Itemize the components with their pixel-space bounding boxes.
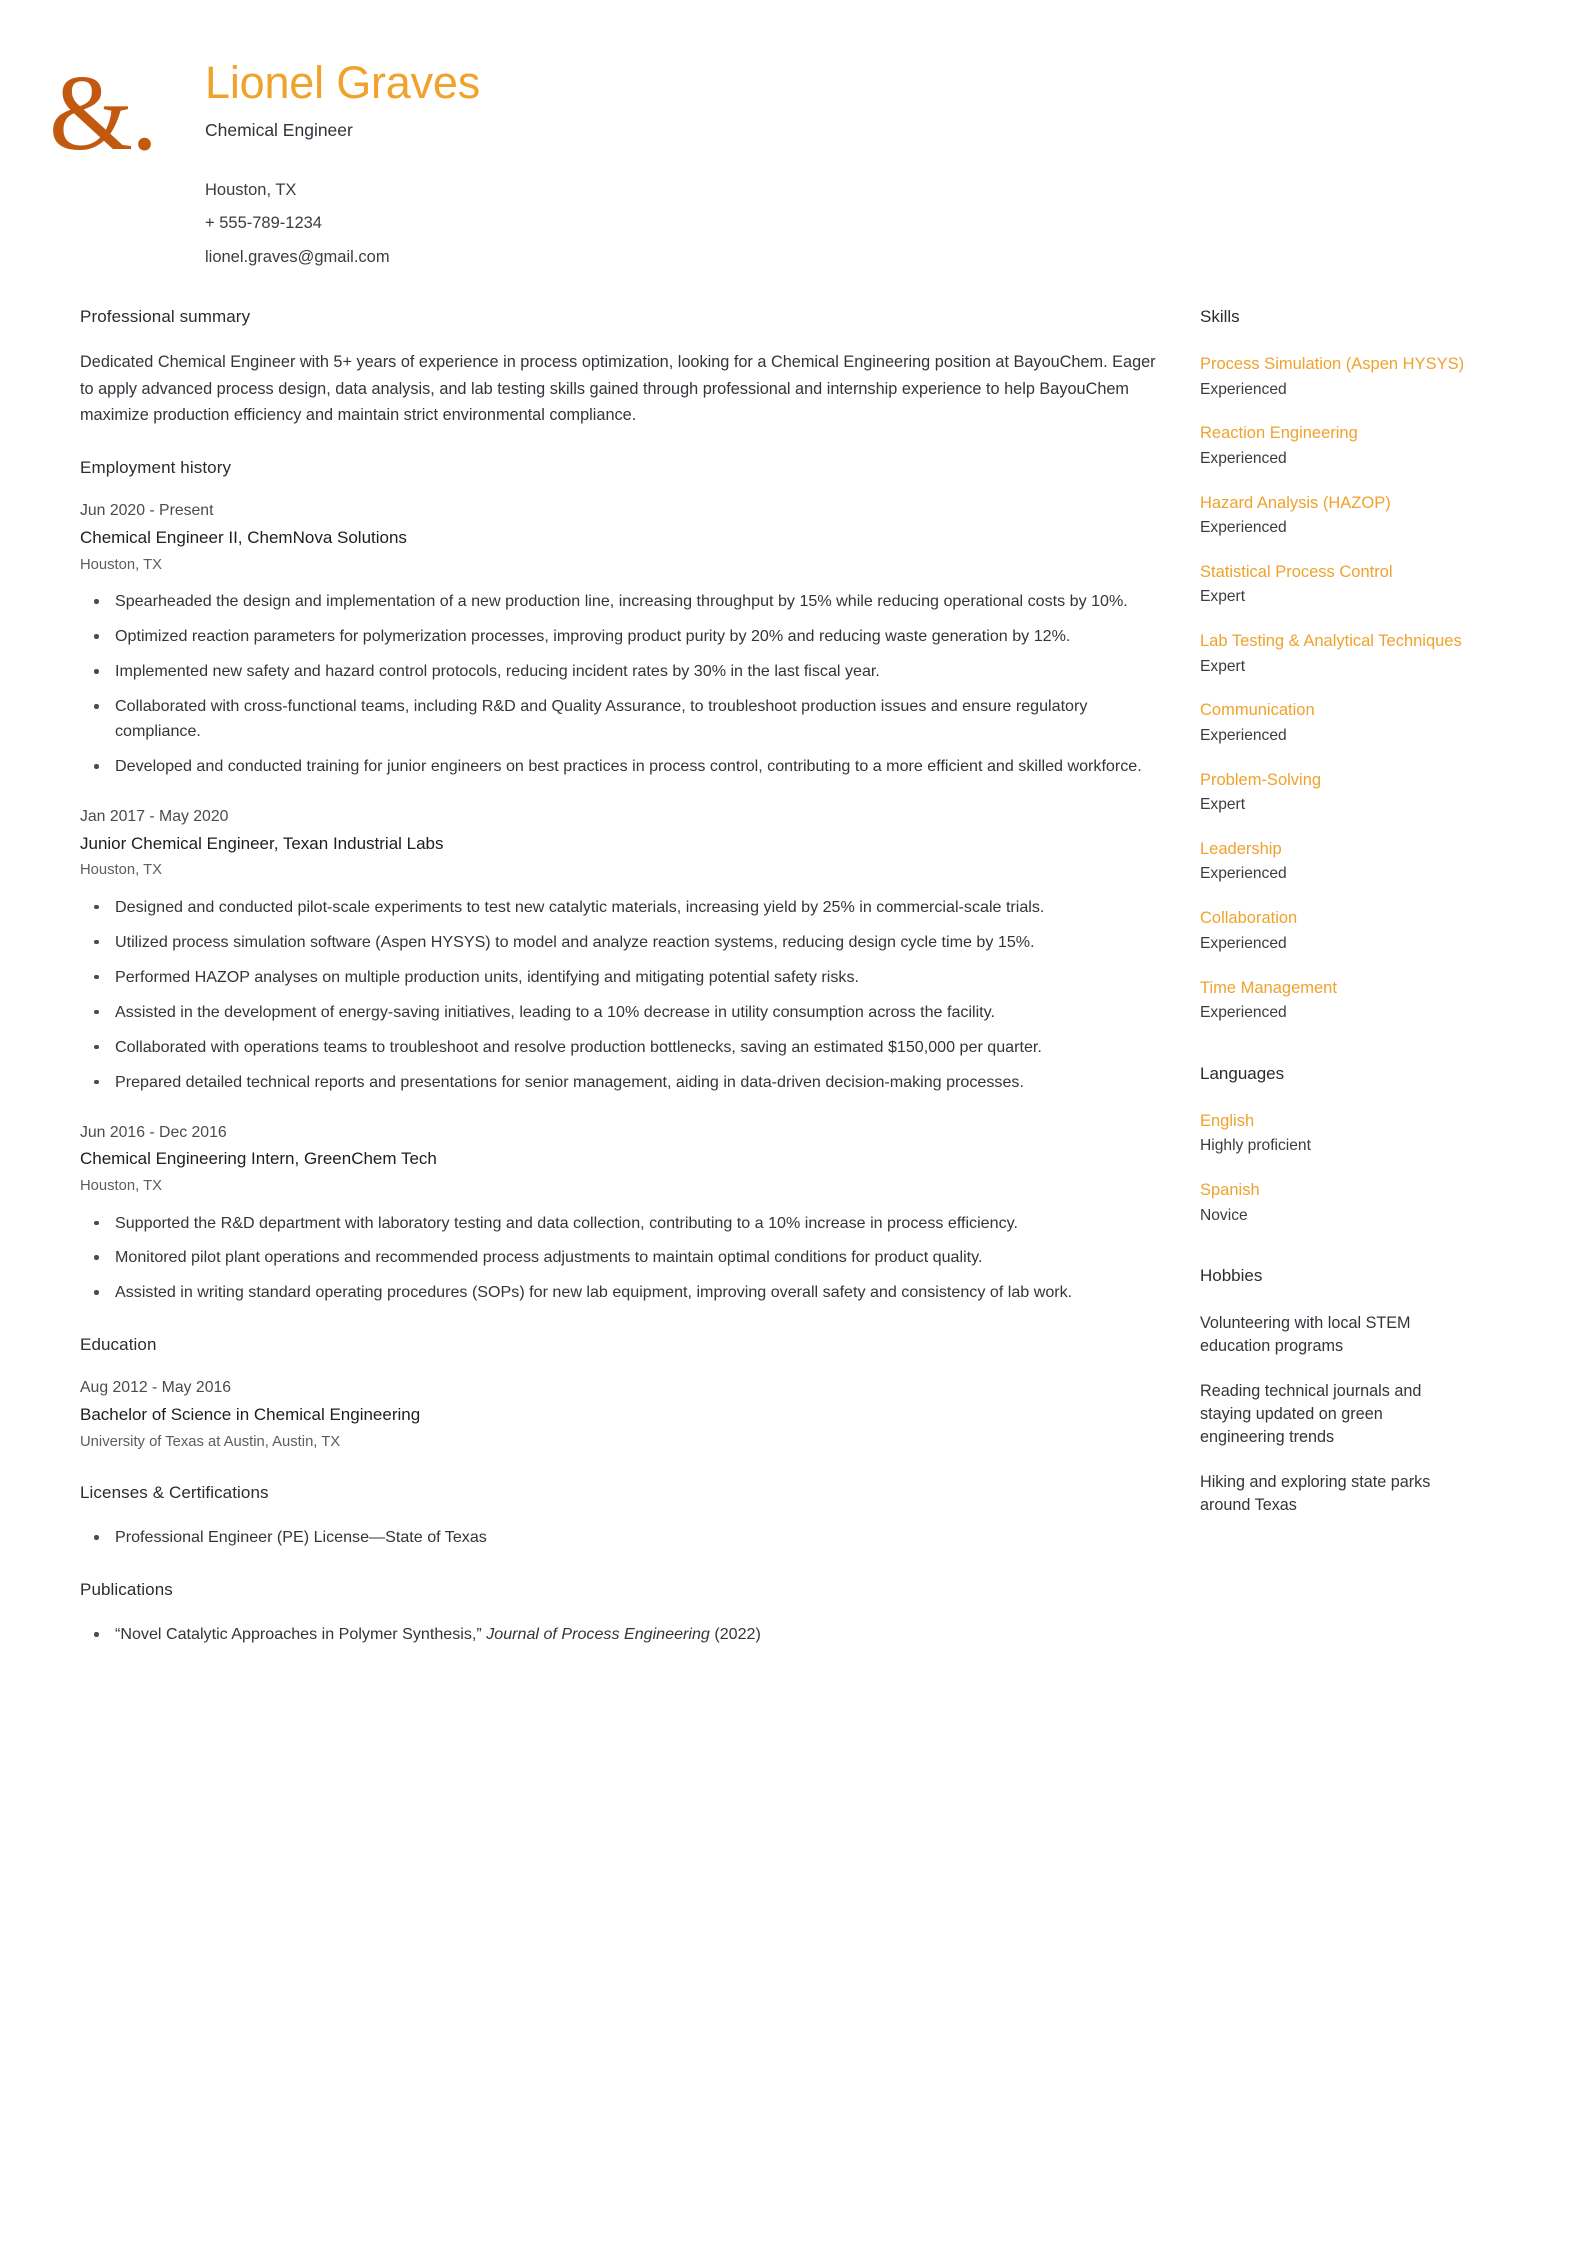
contact-list — [205, 179, 1588, 269]
job-entry — [80, 806, 1170, 1095]
skill-item — [1200, 907, 1528, 954]
logo-block — [0, 54, 205, 173]
job-location: Houston, TX — [80, 1178, 162, 1195]
skill-level: Experienced — [1200, 449, 1287, 467]
section-hobbies — [1200, 1266, 1528, 1517]
hobbies-heading: Hobbies — [1200, 1266, 1263, 1286]
skill-level: Experienced — [1200, 934, 1287, 952]
language-name: English — [1200, 1111, 1255, 1130]
job-bullet: Spearheaded the design and implementation of a new production line, increasing throughput by 15% while reducing operational costs by 10%. — [80, 589, 1170, 614]
job-entry — [80, 500, 1170, 779]
skill-item — [1200, 422, 1528, 469]
skill-item — [1200, 699, 1528, 746]
job-bullets — [80, 1211, 1170, 1306]
publication-title: “Novel Catalytic Approaches in Polymer Synthesis,” — [115, 1625, 487, 1644]
resume-body — [0, 279, 1588, 1677]
job-bullet: Optimized reaction parameters for polymerization processes, improving product purity by 20% and reducing waste generation by 12%. — [80, 624, 1170, 649]
resume-header — [0, 0, 1588, 279]
skill-name: Time Management — [1200, 978, 1337, 997]
skill-level: Experienced — [1200, 865, 1287, 883]
job-location: Houston, TX — [80, 556, 162, 573]
publication-year: (2022) — [709, 1625, 761, 1644]
education-heading: Education — [80, 1335, 157, 1355]
skill-level: Experienced — [1200, 726, 1287, 744]
licenses-list — [80, 1525, 1170, 1550]
job-dates: Jan 2017 - May 2020 — [80, 807, 229, 825]
hobby-item: Hiking and exploring state parks around Texas — [1200, 1473, 1431, 1515]
language-level: Novice — [1200, 1206, 1248, 1224]
skill-name: Problem-Solving — [1200, 770, 1322, 789]
candidate-job-title: Chemical Engineer — [205, 120, 353, 141]
education-dates: Aug 2012 - May 2016 — [80, 1379, 232, 1397]
summary-text: Dedicated Chemical Engineer with 5+ years of experience in process optimization, looking for a Chemical Engineering position at BayouChem. Eager to apply advanced process design, data analysis, and lab testing skills gained through professional and internship experience to help BayouChem maximize production efficiency and maintain strict environmental compliance. — [80, 353, 1156, 424]
skill-name: Communication — [1200, 701, 1315, 720]
job-bullet: Assisted in the development of energy-saving initiatives, leading to a 10% decrease in utility consumption across the facility. — [80, 1000, 1170, 1025]
job-bullet: Designed and conducted pilot-scale experiments to test new catalytic materials, increasing yield by 25% in commercial-scale trials. — [80, 895, 1170, 920]
section-skills — [1200, 307, 1528, 1024]
skill-item — [1200, 977, 1528, 1024]
languages-heading: Languages — [1200, 1063, 1285, 1083]
ampersand-logo-icon: &. — [48, 54, 156, 173]
skill-name: Reaction Engineering — [1200, 424, 1358, 443]
skill-level: Experienced — [1200, 1003, 1287, 1021]
contact-location: Houston, TX — [205, 180, 297, 199]
license-item: Professional Engineer (PE) License—State of Texas — [80, 1525, 1170, 1550]
job-bullet: Utilized process simulation software (Aspen HYSYS) to model and analyze reaction systems, reducing design cycle time by 15%. — [80, 930, 1170, 955]
job-bullet: Monitored pilot plant operations and recommended process adjustments to maintain optimal conditions for product quality. — [80, 1245, 1170, 1270]
section-education — [80, 1335, 1170, 1453]
language-level: Highly proficient — [1200, 1137, 1311, 1155]
job-role: Chemical Engineer II, ChemNova Solutions — [80, 528, 407, 548]
skills-heading: Skills — [1200, 307, 1240, 327]
education-school: University of Texas at Austin, Austin, TX — [80, 1433, 341, 1450]
job-bullet: Collaborated with operations teams to troubleshoot and resolve production bottlenecks, saving an estimated $150,000 per quarter. — [80, 1035, 1170, 1060]
job-location: Houston, TX — [80, 862, 162, 879]
job-bullet: Assisted in writing standard operating procedures (SOPs) for new lab equipment, improving overall safety and consistency of lab work. — [80, 1280, 1170, 1305]
job-bullet: Performed HAZOP analyses on multiple production units, identifying and mitigating potential safety risks. — [80, 965, 1170, 990]
skill-item — [1200, 561, 1528, 608]
education-entry — [80, 1377, 1170, 1453]
identity-block — [205, 58, 1588, 279]
candidate-name: Lionel Graves — [205, 57, 481, 108]
job-bullet: Collaborated with cross-functional teams, including R&D and Quality Assurance, to troubleshoot production issues and ensure regulatory compliance. — [80, 694, 1170, 744]
job-dates: Jun 2020 - Present — [80, 502, 214, 520]
skill-level: Expert — [1200, 657, 1246, 675]
skill-name: Statistical Process Control — [1200, 562, 1393, 581]
section-professional-summary — [80, 307, 1170, 428]
skill-name: Hazard Analysis (HAZOP) — [1200, 493, 1391, 512]
skill-item — [1200, 353, 1528, 400]
skill-level: Experienced — [1200, 380, 1287, 398]
job-role: Junior Chemical Engineer, Texan Industrial Labs — [80, 833, 444, 853]
section-licenses-certifications — [80, 1483, 1170, 1550]
job-bullet: Supported the R&D department with laboratory testing and data collection, contributing to a 10% increase in process efficiency. — [80, 1211, 1170, 1236]
job-bullet: Prepared detailed technical reports and presentations for senior management, aiding in data-driven decision-making processes. — [80, 1070, 1170, 1095]
section-publications — [80, 1580, 1170, 1647]
skill-item — [1200, 838, 1528, 885]
skill-level: Expert — [1200, 796, 1246, 814]
skill-item — [1200, 769, 1528, 816]
summary-heading: Professional summary — [80, 307, 251, 327]
contact-email: lionel.graves@gmail.com — [205, 247, 390, 266]
language-item — [1200, 1110, 1528, 1157]
publications-list — [80, 1622, 1170, 1647]
skill-name: Collaboration — [1200, 909, 1298, 928]
skill-item — [1200, 630, 1528, 677]
skill-level: Expert — [1200, 588, 1246, 606]
employment-heading: Employment history — [80, 458, 232, 478]
job-bullets — [80, 895, 1170, 1095]
language-item — [1200, 1179, 1528, 1226]
job-bullet: Developed and conducted training for junior engineers on best practices in process control, contributing to a more efficient and skilled workforce. — [80, 754, 1170, 779]
sidebar-column — [1200, 307, 1588, 1557]
job-dates: Jun 2016 - Dec 2016 — [80, 1123, 227, 1141]
section-employment-history — [80, 458, 1170, 1305]
main-column — [0, 307, 1200, 1677]
skill-level: Experienced — [1200, 519, 1287, 537]
skill-name: Leadership — [1200, 840, 1282, 859]
licenses-heading: Licenses & Certifications — [80, 1483, 269, 1503]
publication-item — [80, 1622, 1170, 1647]
job-role: Chemical Engineering Intern, GreenChem Tech — [80, 1149, 437, 1169]
skill-name: Lab Testing & Analytical Techniques — [1200, 632, 1462, 651]
publications-heading: Publications — [80, 1580, 173, 1600]
education-degree: Bachelor of Science in Chemical Engineering — [80, 1405, 421, 1425]
skill-name: Process Simulation (Aspen HYSYS) — [1200, 355, 1465, 374]
skill-item — [1200, 492, 1528, 539]
section-languages — [1200, 1064, 1528, 1227]
job-bullet: Implemented new safety and hazard control protocols, reducing incident rates by 30% in the last fiscal year. — [80, 659, 1170, 684]
contact-phone: + 555-789-1234 — [205, 214, 322, 233]
hobby-item: Volunteering with local STEM education programs — [1200, 1314, 1411, 1356]
hobby-item: Reading technical journals and staying updated on green engineering trends — [1200, 1382, 1422, 1447]
job-entry — [80, 1122, 1170, 1306]
language-name: Spanish — [1200, 1181, 1260, 1200]
job-bullets — [80, 589, 1170, 779]
publication-journal: Journal of Process Engineering — [486, 1625, 710, 1644]
